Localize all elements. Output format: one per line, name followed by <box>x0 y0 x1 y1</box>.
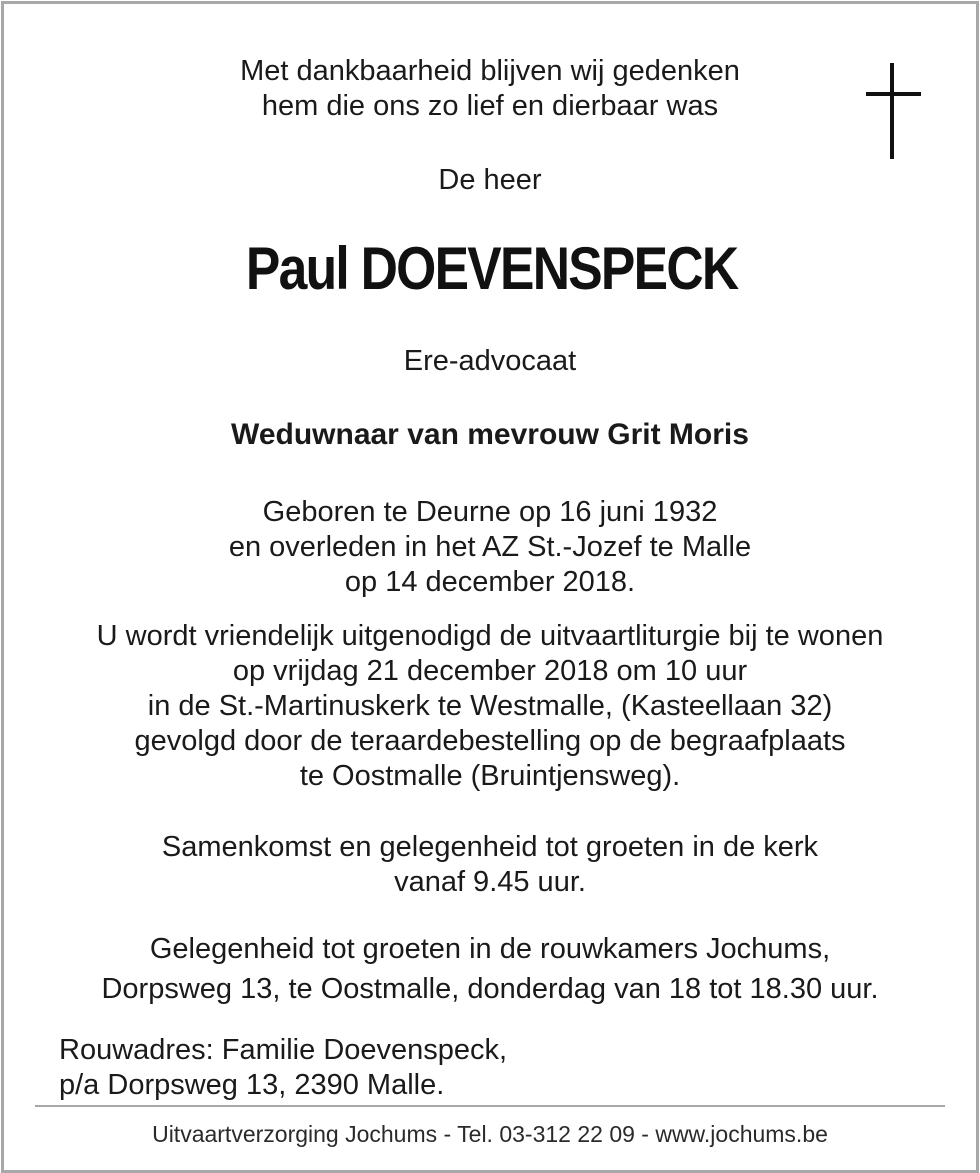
footer-divider <box>35 1105 945 1107</box>
intro-line-1: Met dankbaarheid blijven wij gedenken <box>240 55 740 87</box>
salutation: De heer <box>438 164 542 196</box>
profession: Ere-advocaat <box>403 345 577 377</box>
death-date-line: op 14 december 2018. <box>344 566 636 598</box>
mourning-address-line-1: Rouwadres: Familie Doevenspeck, <box>59 1034 508 1066</box>
widower-of: Weduwnaar van mevrouw Grit Moris <box>231 418 749 451</box>
funeral-line-3: in de St.-Martinuskerk te Westmalle, (Kasteellaan 32) <box>147 690 833 722</box>
intro-line-2: hem die ons zo lief en dierbaar was <box>261 90 719 122</box>
funeral-line-2: op vrijdag 21 december 2018 om 10 uur <box>232 655 748 687</box>
funeral-line-5: te Oostmalle (Bruintjensweg). <box>299 760 681 792</box>
viewing-line-2: Dorpsweg 13, te Oostmalle, donderdag van 18 tot 18.30 uur. <box>101 973 879 1005</box>
footer-funeral-home: Uitvaartverzorging Jochums - Tel. 03-312 22 09 - www.jochums.be <box>152 1121 828 1147</box>
funeral-line-4: gevolgd door de teraardebestelling op de begraafplaats <box>134 725 846 757</box>
birth-line: Geboren te Deurne op 16 juni 1932 <box>262 496 718 528</box>
mourning-address-line-2: p/a Dorpsweg 13, 2390 Malle. <box>59 1069 445 1101</box>
deceased-name: Paul DOEVENSPECK <box>245 235 738 302</box>
gathering-line-2: vanaf 9.45 uur. <box>394 866 586 898</box>
funeral-line-1: U wordt vriendelijk uitgenodigd de uitvaartliturgie bij te wonen <box>96 620 884 652</box>
viewing-line-1: Gelegenheid tot groeten in de rouwkamers Jochums, <box>149 933 831 965</box>
death-place-line: en overleden in het AZ St.-Jozef te Malle <box>228 531 752 563</box>
gathering-line-1: Samenkomst en gelegenheid tot groeten in de kerk <box>161 831 819 863</box>
